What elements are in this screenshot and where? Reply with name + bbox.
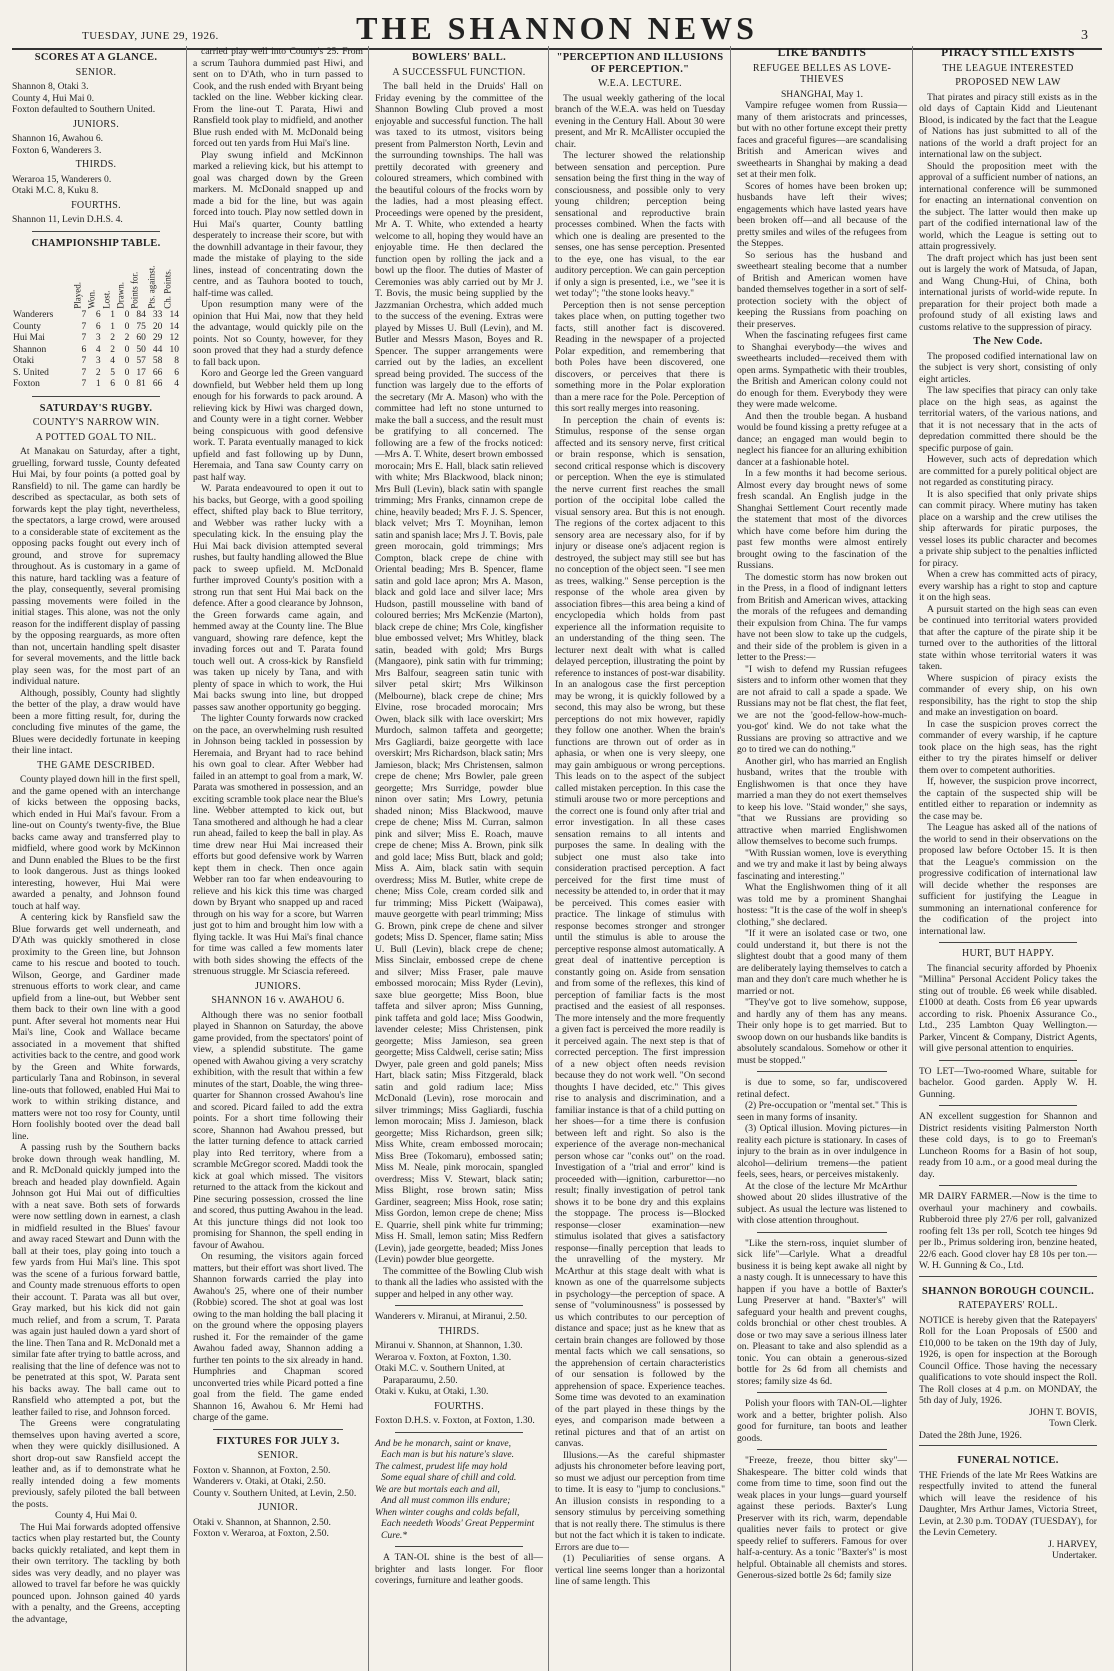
like-bandits-heading: LIKE BANDITS (777, 47, 867, 59)
table-cell: 7 (81, 310, 87, 320)
list-item: Foxton v. Shannon, at Foxton, 2.50. (193, 1464, 331, 1476)
list-item: Shannon 11, Levin D.H.S. 4. (12, 214, 123, 225)
issue-date: TUESDAY, JUNE 29, 1926. (82, 30, 219, 42)
dateline: SHANGHAI, May 1. (780, 88, 864, 100)
table-cell: 7 (81, 367, 87, 378)
table-cell: 4 (95, 344, 101, 355)
table-cell: 66 (152, 379, 163, 389)
article-paragraph: The proposed codified international law on the subject is very short, consisting of only eight articles. (919, 350, 1097, 385)
table-header-cell (12, 252, 73, 310)
article-paragraph: "With Russian women, love is everything and we try and make it last by being always fascinating and interesting." (737, 847, 907, 882)
perception-subheading: W.E.A. LECTURE. (598, 78, 682, 89)
table-cell: Otaki (13, 356, 35, 366)
column-3 (368, 46, 549, 1671)
funeral-notice (919, 1445, 1097, 1562)
verse-line: Each needeth Woods' Great Peppermint Cure.* (381, 1518, 535, 1541)
article-paragraph: The lecturer showed the relationship between sensation and perception. Pure sensation being the first thing in the way of consciousness, and possible only to very young children; perception being sensational and reproductive brain processes combined. When the facts with which one is dealing are presented to the senses, one has sense perception. Presented to the eye, one has visual, to the ear auditory perception. We can gain perception if only a sign is presented, i.e., we "see it is wet today"; "the stone looks heavy." (555, 150, 725, 299)
verse-line: We are but mortals each and all, (375, 1483, 500, 1495)
article-paragraph: At Manakau on Saturday, after a tight, gruelling, forward tussle, County defeated Hui Mai, by four points (a potted goal by Ransfield) to nil. The game can hardly be described as spectacular, as both sets of forwards kept the play tight, nevertheless, the spectators, a large crowd, were aroused to a considerable state of excitement as the opposing packs fought out every inch of ground, and strove for supremacy throughout. As is customary in a game of this nature, hard tackling was a feature of the play, consequently, several promising passing movements were foiled in the initial stages. This alone, was not the only reason for the indifferent display of passing by the opposing rearguards, as more often than not, uncertain handling spelt disaster for several movements, and the little back play seen was, for the most part of an individual nature. (12, 446, 180, 687)
divider (395, 1305, 523, 1306)
list-subheading: JUNIORS. (72, 118, 120, 130)
article-paragraph: In case the suspicion proves correct the commander of every warship, if he capture took place on the high seas, has the right either to try the pirates himself or deliver them over to competent authorities. (919, 718, 1097, 776)
piracy-subheading: THE LEAGUE INTERESTED (942, 62, 1074, 74)
list-item: Foxton defaulted to Southern United. (12, 104, 156, 115)
divider (939, 1060, 1077, 1061)
article-paragraph: The Greens were congratulating themselves upon having averted a score, when they were quickly disillusioned. A short drop-out saw Ransfield accept the leather and, as if to demonstrate what he really intended doing a few moments previously, safely piloted the ball between the posts. (12, 1418, 180, 1510)
table-cell: 0 (124, 367, 130, 378)
article-paragraph: When a crew has committed acts of piracy, every warship has a right to stop and capture it on the high seas. (919, 569, 1097, 603)
table-cell: Wanderers (13, 310, 54, 320)
list-item: Otaki v. Kuku, at Otaki, 1.30. (375, 1386, 489, 1397)
table-cell: 81 (136, 379, 146, 389)
list-item: Otaki v. Shannon, at Shannon, 2.50. (193, 1516, 331, 1528)
table-cell: 33 (152, 310, 163, 320)
table-cell: 1 (95, 379, 101, 389)
table-cell: 6 (95, 310, 101, 320)
article-paragraph: (1) Peculiarities of sense organs. A vertical line seems longer than a horizontal line of same length. This (555, 1553, 725, 1587)
divider (757, 1392, 887, 1393)
column-2 (186, 46, 369, 1671)
table-header (12, 252, 180, 310)
table-cell: 58 (152, 356, 163, 366)
table-cell: 8 (174, 356, 179, 366)
article-paragraph: Koro and George led the Green vanguard downfield, but Webber held them up long enough for his forwards to pack around. A relieving kick by Hiwi was charged down, and County were in a tight corner. Webber being conspicuous with good defensive work. T. Parata eventually managed to kick upfield and fast following up by Dunn, Heremaia, and Tana saw County carry on past half way. (193, 368, 363, 483)
fixtures-list-continued (375, 1311, 543, 1427)
council-signature: JOHN T. BOVIS, (1029, 1406, 1097, 1418)
hurt-but-happy-heading: HURT, BUT HAPPY. (962, 948, 1054, 959)
article-paragraph: (2) Pre-occupation or "mental set." This is seen in many forms of insanity. (737, 1100, 907, 1123)
new-code-heading: The New Code. (973, 336, 1043, 347)
list-item: Miranui v. Shannon, at Shannon, 1.30. (375, 1340, 523, 1351)
funeral-notice-text: THE Friends of the late Mr Rees Watkins are respectfully invited to attend the funeral which will leave the residence of his Daughter, Mrs Arthur James, Victoria Street, Levin, at 2.30 p.m. TODAY (TUESDAY), for the Levin Cemetery. (919, 1469, 1097, 1538)
article-paragraph: W. Parata endeavoured to open it out to his backs, but George, with a good spoiling effect, shifted play back to Blue territory, and Webber was rather lucky with a speculating kick. In the ensuing play the Hui Mai back division attempted several rushes, but faulty handling allowed the Blue pack to sweep upfield. M. McDonald further improved County's position with a strong run that sent Hui Mai back on the defence. After a good clearance by Johnson, the Green forwards came again, and hemmed away at the County line. The Blue vanguard, showing rare defence, kept the invading forces out and T. Parata found touch well out. A cross-kick by Ransfield was taken up nicely by Tana, and with plenty of space in which to work, the Hui Mai backs swung into line, but dropped passes saw another opportunity go begging. (193, 483, 363, 713)
article-paragraph: carried play well into County's 25. From a scrum Tauhora dummied past Hiwi, and sent on to D'Ath, who in turn passed to Cook, and the rush ended with Bryant being tackled on the line. Webber kicking clear. From the line-out T. Parata, Hiwi and Ransfield took play to midfield, and another Blue rush ended with M. McDonald being forced out ten yards from Hui Mai's line. (193, 46, 363, 149)
table-cell: 1 (110, 310, 115, 320)
table-cell: 20 (152, 321, 163, 332)
columns (12, 46, 1102, 1671)
table-cell: 0 (124, 379, 130, 389)
list-subheading: THIRDS. (75, 159, 117, 170)
article-paragraph: If, however, the suspicion prove incorrect, the captain of the suspected ship will be entitled either to reparation or indemnity as the case may be. (919, 776, 1097, 822)
divider (32, 396, 160, 397)
piracy-heading: PIRACY STILL EXISTS (941, 47, 1075, 59)
article-paragraph: The Hui Mai forwards adopted offensive tactics when play restarted but, the County backs quickly retaliated, and kept them in their own territory. The tackling by both sides was very deadly, and no player was allowed to travel far before he was quickly pounced upon. Johnson gained 40 yards with a penalty, and the Greens, accepting the advantage, (12, 1521, 180, 1625)
column-5 (730, 46, 913, 1671)
table-cell: 3 (95, 333, 101, 343)
divider (395, 1546, 523, 1547)
bowlers-ball-subheading: A SUCCESSFUL FUNCTION. (392, 66, 526, 78)
article-paragraph: is due to some, so far, undiscovered retinal defect. (737, 1077, 907, 1100)
table-cell: 2 (110, 344, 115, 355)
article-paragraph: At the close of the lecture Mr McArthur showed about 20 slides illustrative of the subject. As usual the lecture was listened to with close attention throughout. (737, 1180, 907, 1226)
article-paragraph: The draft project which has just been sent out is largely the work of Matsuda, of Japan, and Wang Chung-Hui, of China, both international jurists of world-wide repute. In preparation for their project both made a profound study of all existing laws and customs relative to the suppression of piracy. (919, 252, 1097, 333)
article-paragraph: On resuming, the visitors again forced matters, but their effort was short lived. The Shannon forwards carried the play into Awahou's 25, where one of their number (Robbie) scored. The shot at goal was lost owing to the man holding the ball placing it on the ground where the opposing players rushed it. For the remainder of the game Awahou faded away, Shannon adding a further ten points to the six already in hand. Humphries and Chapman scored unconverted tries while Picard potted a fine goal from the field. The game ended Shannon 16, Awahou 6. Mr Hemi had charge of the game. (193, 1251, 363, 1423)
column-1 (12, 46, 186, 1671)
article-paragraph: The committee of the Bowling Club wish to thank all the ladies who assisted with the supper and helped in any other way. (375, 1265, 543, 1300)
list-item: Shannon 16, Awahou 6. (12, 133, 104, 144)
table-cell: 75 (136, 321, 146, 332)
list-subheading: SENIOR. (257, 1450, 299, 1461)
verse-line: Each man is but his nature's slave. (381, 1449, 515, 1460)
table-cell: Hui Mai (13, 333, 45, 343)
column-label: Won. (86, 289, 97, 309)
table-cell: 1 (110, 321, 115, 332)
divider (757, 1449, 887, 1450)
council-subheading: RATEPAYERS' ROLL. (958, 1300, 1058, 1311)
article-paragraph: County played down hill in the first spell, and the game opened with an interchange of kicks between the opposing backs, which ended in Hui Mai's favour. From a line-out on County's twenty-five, the Blue backs came away and transferred play to midfield, where good work by McKinnon and Dunn enabled the Blues to be the first to look dangerous. Just as things looked interesting, however, Hui Mai were awarded a penalty, and Johnson found touch at half way. (12, 774, 180, 912)
table-cell: 50 (136, 344, 146, 355)
table-cell: 6 (81, 344, 87, 355)
table-cell: 0 (124, 321, 130, 332)
council-date: Dated the 28th June, 1926. (919, 1429, 1022, 1441)
council-heading: SHANNON BOROUGH COUNCIL. (921, 1285, 1094, 1297)
like-bandits-subheading: REFUGEE BELLES AS LOVE-THIEVES (752, 62, 892, 85)
table-cell: 6 (174, 367, 179, 378)
game-described-heading: THE GAME DESCRIBED. (37, 759, 155, 771)
table-cell: 5 (110, 367, 115, 378)
table-cell: 2 (110, 333, 115, 343)
list-item: Wanderers v. Otaki, at Otaki, 2.50. (193, 1476, 326, 1487)
verse-line: And all must common ills endure; (381, 1495, 511, 1506)
column-label: Points for. (129, 271, 140, 309)
table-row (12, 333, 180, 345)
column-4 (548, 46, 731, 1671)
divider (939, 1105, 1077, 1106)
rugby-heading: SATURDAY'S RUGBY. (39, 402, 153, 414)
table-cell: 0 (124, 310, 130, 320)
article-paragraph: In a few months it had become serious. Almost every day brought news of some fresh scandal. An English judge in the Shanghai Settlement Court recently made the statement that most of the divorces which have come before him during the past few months were almost entirely brought owing to the fascination of the Russians. (737, 468, 907, 571)
championship-table (12, 252, 180, 391)
fixtures-list (193, 1450, 363, 1540)
table-cell: 7 (81, 333, 87, 343)
article-paragraph: "I wish to defend my Russian refugees sisters and to inform other women that they are not afraid to call a spade a spade. We Russians may not be flat chest, the flat feet, we are not the 'good-fellow-how-much-you-got' kind. We do not take what the Russians are proving so attractive and we go to tired we can do nothing." (737, 663, 907, 755)
list-item: Foxton v. Weraroa, at Foxton, 2.50. (193, 1528, 329, 1539)
table-cell: 12 (169, 333, 179, 343)
to-let-advertisement: TO LET—Two-roomed Whare, suitable for bachelor. Good garden. Apply W. H. Gunning. (919, 1065, 1097, 1100)
article-paragraph: Upon resumption many were of the opinion that Hui Mai, now that they held the advantage, would quickly pile on the points. Not so County, however, for they soon proved that they had a sturdy defence to fall back upon. (193, 299, 363, 368)
article-paragraph: In perception the chain of events is: Stimulus, response of the sense organ affected and its sensory nerve, first critical or brain response, which is sensation, second critical response which is discovery or perception. When the eye is stimulated the nerve current first reaches the small portion of the occipital lobe called the visual sensory area. But this is not enough. The regions of the cortex adjacent to this sensory area are necessary also, for if by injury or disease one's adjacent region is destroyed, the subject may still see but has no conception of the object seen. "I see men as trees, walking." Sense perception is the response of the whole area given by association fibres—this area being a kind of encyclopedia which holds from past experience all the information requisite to an understanding of the thing seen. The lecturer next dealt with what is called delayed perception, illustrating the point by reference to instances of post-war disability. In an analogous case the first perception may be wrong, it is quickly followed by a second, this may also be wrong, but these perceptions do not mix however, rapidly they follow one another. When the brain's functions are thrown out of order as in aphasia, or when one is very sleepy, one may gain ambiguous or wrong perceptions. This leads on to the aspect of the subject called mistaken perception. In this case the stimuli arouse two or more perceptions and the correct one is found only after trial and error investigation. In all these cases sensation remains to all intents and purposes the same. In dealing with the subject one must also take into consideration practised perception. A fact perceived for the first time must of necessity be attended to, in order that it may be perceived. This comes easier with practice. The linkage of stimulus with response becomes stronger and stronger until the stimulus is able to arouse the perceptive response almost automatically. A great deal of inattentive perception is constantly going on. Aside from sensation and from some of the reflexes, this kind of perception of familiar facts is the most practised and the easiest of all responses. The more intensely and the more frequently a given fact is perceived the more readily is it perceived again. The next step is that of corrected perception. The first impression of a new object often needs revision because they do not work well. "On second thoughts I have decided, etc." This gives rise to analysis and discrimination, and a familiar instance is that of a child putting on her shoes—for a time there is confusion between left and right. So also is the experience of the average non-mechanical person whose car "conks out" on the road. Investigation of a "trial and error" kind is proceeded with—ignition, carburettor—no result; finally investigation of petrol tank shows it to be bone dry and this explains the stoppage. The process is—Blocked response—closer examination—new stimulus isolated that gives a satisfactory response—finally perception that leads to the unravelling of the mystery. Mr McArthur at this stage dealt with what is known as one of the quarrelsome subjects in psychology—the perception of space. A sense of "voluminousness" is possessed by us which contributes to our perception of distance and space; just as he knew that as certain brain changes are followed by those mental facts which we call sensations, so the apprehension of certain characteristics of our sensation is followed by the apprehension of space. Experience teaches. Some time was devoted to an examination of the part played in these things by the eyes, and comparison made between a retinal pictures and that of an artist on canvas. (555, 414, 725, 1449)
scores-heading: SCORES AT A GLANCE. (34, 52, 158, 63)
table-cell: 4 (174, 379, 179, 389)
article-paragraph: However, such acts of depredation which are committed for a purely political object are not regarded as constituting piracy. (919, 454, 1097, 488)
article-paragraph: The law specifies that piracy can only take place on the high seas, as against the territorial waters, of the various nations, and that it is not necessary that in the acts of depredation committed there should be the specific purpose of gain. (919, 385, 1097, 454)
table-header-cell (87, 252, 101, 310)
article-paragraph: Although, possibly, County had slightly the better of the play, a draw would have been a more fitting result, for, during the concluding five minutes of the game, the Blues were decidedly fortunate in keeping their line intact. (12, 687, 180, 756)
funeral-signature-title: Undertaker. (1051, 1550, 1097, 1561)
table-header-cell (73, 252, 87, 310)
divider (32, 231, 160, 232)
article-paragraph: (3) Optical illusion. Moving pictures—in reality each picture is stationary. In cases of injury to the brain as in over indulgence in alcohol—delirium tremens—the patient feels, sees, hears, or perceives mistakenly. (737, 1123, 907, 1180)
table-body (12, 310, 180, 391)
verse-line: When winter coughs and colds befall, (375, 1506, 520, 1518)
column-label: Ch. Points. (162, 268, 173, 309)
article-paragraph: Although there was no senior football played in Shannon on Saturday, the above game provided, from the spectators' point of view, a splendid substitute. The game opened with Awahou giving a very scratchy exhibition, with the result that within a few minutes of the start, Doable, the wing three-quarter for Shannon crossed Awahou's line and scored. Picard failed to add the extra points. For a short time following their score, Shannon had Awahou pressed, but the latter turning defence to attack carried play into Red territory, where from a scramble McGregor scored. Maddi took the kick at goal which missed. The visitors returned to the attack from the kickout and Pine securing possession, crossed the line and scored, thus putting Awahou in the lead. At this juncture things did not look too promising for Shannon, the spell ending in favour of Awahou. (193, 1009, 363, 1251)
article-paragraph: It is also specified that only private ships can commit piracy. Where mutiny has taken place on a warship and the crew utilises the ship afterwards for piratic purposes, the vessel loses its public character and becomes a private ship subject to the penalties inflicted for piracy. (919, 488, 1097, 569)
column-label: Played. (72, 281, 83, 309)
table-cell: 4 (110, 356, 115, 366)
list-item: Otaki M.C. 8, Kuku 8. (12, 185, 99, 196)
council-notice (919, 1276, 1097, 1442)
page-number: 3 (1081, 28, 1088, 43)
verse-line: The calmest, prudest life may hold (375, 1460, 508, 1472)
table-cell: 29 (152, 333, 163, 343)
table-cell: 14 (169, 310, 179, 320)
table-cell: S. United (13, 367, 49, 378)
tanol-advertisement: A TAN-OL shine is the best of all—brighter and lasts longer. For floor coverings, furniture and leather goods. (375, 1552, 543, 1586)
list-item: Shannon 8, Otaki 3. (12, 81, 89, 92)
championship-heading: CHAMPIONSHIP TABLE. (31, 237, 161, 249)
table-cell: 7 (81, 379, 87, 389)
table-cell: 6 (110, 379, 115, 389)
tanol-advertisement: Polish your floors with TAN-OL—lighter work and a better, brighter polish. Also good for furniture, tan boots and leather goods. (737, 1398, 907, 1444)
column-label: Pts. against. (146, 264, 157, 309)
article-paragraph: That pirates and piracy still exists as in the old days of Captain Kidd and Lieutenant Blood, is indicated by the fact that the League of Nations has just submitted to all of the nations of the world a draft project for an international law on the subject. (919, 91, 1097, 160)
table-header-cell (130, 252, 147, 310)
column-6 (912, 46, 1097, 1671)
list-item: Foxton D.H.S. v. Foxton, at Foxton, 1.30. (375, 1415, 535, 1426)
table-row (12, 368, 180, 380)
perception-heading: "PERCEPTION AND ILLUSIONS OF PERCEPTION." (556, 52, 724, 75)
table-header-cell (147, 252, 164, 310)
table-header-cell (116, 252, 130, 310)
verse-line: Some equal share of chill and cold. (381, 1472, 517, 1483)
table-cell: 7 (81, 321, 87, 332)
table-row (12, 322, 180, 334)
table-cell: 2 (95, 367, 101, 378)
list-item: Foxton 6, Wanderers 3. (12, 144, 102, 156)
table-cell: Foxton (13, 379, 40, 389)
article-paragraph: Illusions.—As the careful shipmaster adjusts his chronometer before leaving port, so must we adjust our perception from time to time. It is easy to "jump to conclusions." An illusion consists in responding to a sensory stimulus by perceiving something that is not really there. The stimulus is there but not the fact which it is taken to indicate. Errors are due to— (555, 1449, 725, 1553)
list-subheading: SENIOR. (75, 66, 117, 78)
freemans-advertisement: AN excellent suggestion for Shannon and District residents visiting Palmerston North these cold days, is to go to Freeman's Luncheon Rooms for a Basin of hot soup, ready from 10 a.m., or a good meal during the day. (919, 1111, 1097, 1180)
table-cell: 3 (95, 356, 101, 366)
article-paragraph: The League has asked all of the nations of the world to send in their observations on the proposed law before October 15. It is then that the League's commission on the progressive codification of international law will decide whether the responses are sufficient for justifying the League in summoning an international conference for the codification of the project into international law. (919, 822, 1097, 937)
rugby-subheading-2: A POTTED GOAL TO NIL. (35, 431, 157, 443)
table-header-cell (102, 252, 116, 310)
article-paragraph: The usual weekly gathering of the local branch of the W.E.A. was held on Tuesday evening in the Century Hall. About 30 were present, and Mr R. McAllister occupied the chair. (555, 92, 725, 150)
table-row (12, 379, 180, 391)
table-cell: 57 (136, 356, 146, 366)
verse-advertisement (375, 1438, 543, 1542)
article-paragraph: Scores of homes have been broken up; husbands have left their wives; engagements which have lasted years have been broken off—and all because of the pretty smiles and wiles of the refugees from the Steppes. (737, 180, 907, 249)
divider (939, 942, 1077, 943)
divider (757, 1232, 887, 1233)
column-label: Lost. (100, 289, 111, 309)
table-row (12, 310, 180, 322)
table-cell: 6 (95, 321, 101, 332)
table-header-cell (163, 252, 180, 310)
baxters-advertisement-2: "Freeze, freeze, thou bitter sky"—Shakespeare. The bitter cold winds that come from time to time, soon find out the weak places in your lungs—guard yourself against these periods. Baxter's Lung Preserver with its rich, warm, dependable qualities never fails to protect or give speedy relief to sufferers. Famous for over half-a-century. As a tonic "Baxter's" is most helpful. Obtainable all chemists and stores. Generous-sized bottle 2s 6d; family size (737, 1455, 907, 1581)
table-cell: 7 (81, 356, 87, 366)
list-item: Wanderers v. Miranui, at Miranui, 2.50. (375, 1311, 528, 1322)
column-label: Drawn. (115, 281, 126, 309)
bowlers-ball-heading: BOWLERS' BALL. (411, 52, 507, 63)
council-signature-title: Town Clerk. (1049, 1418, 1097, 1429)
table-cell: 2 (124, 333, 130, 343)
article-paragraph: The lighter County forwards now cracked on the pace, an overwhelming rush resulted in Johnson being tackled in possession by Heremaia, and Bryant had to race behind his own goal to clear. After Webber had failed in an attempt to goal from a mark, W. Parata was smothered in possession, and an exciting scramble took place near the Blue's line. Webber attempted to kick out, but Tana smothered and although he had a clear run ahead, failed to keep the ball in play. As time drew near Hui Mai increased their efforts but good defensive work by Warren kept them in check. Then once again Webber ran too far when endeavouring to relieve and his kick this time was charged down by Bryant who snapped up and raced through on his way for a score, but Warren just got to him and brought him low with a flying tackle. It was Hui Mai's final chance for time was called a few moments later with both sides showing the effects of the strenuous struggle. Mr Sciascia refereed. (193, 713, 363, 977)
table-cell: 0 (124, 344, 130, 355)
scores-list (12, 67, 180, 226)
council-notice-text: NOTICE is hereby given that the Ratepayers' Roll for the Loan Proposals of £500 and £10,000 to be taken on the 19th day of July, 1926, is open for inspection at the Borough Council Office. Those having the necessary qualifications to vote should inspect the Roll. The Roll closes at 4 p.m. on MONDAY, the 5th day of July, 1926. (919, 1314, 1097, 1406)
article-paragraph: Perception then is not sense perception takes place when, on putting together two facts, still another fact is discovered. Reading in the newspaper of a projected Polar expedition, and remembering that both Poles have been discovered, one discovers, or perceives that there is something more in the Polar exploration than a mere race for the Pole. Perception of this sort really merges into reasoning. (555, 299, 725, 414)
article-paragraph: The ball held in the Druids' Hall on Friday evening by the committee of the Shannon Bowling Club proved a most enjoyable and successful function. The hall was taxed to its utmost, visitors being present from Palmerston North, Levin and the surrounding townships. The hall was prettily decorated with greenery and coloured streamers, which combined with the beautiful colours of the frocks worn by the ladies, had a most pleasing effect. Proceedings were opened by the president, Mr A. T. White, who extended a hearty welcome to all, hoping they would have an enjoyable time. He then declared the function open by rolling the jack and a bowl up the floor. The duties of Master of Ceremonies was ably carried out by Mr J. T. Bovis, the music being supplied by the Jazzmanian Orchestra, which added much to the success of the evening. Extras were played by Misses U. Bull (Levin), and M. Butler and Messrs Mason, Boyes and R. Spencer. The supper arrangements were carried out by the ladies, an excellent spread being provided. The success of the function was largely due to the efforts of the secretary (Mr A. Mason) who with the committee had left no stone unturned to make the ball a success, and the result must be gratifying to all concerned. The following are a few of the frocks noticed:—Mrs A. T. White, desert brown embossed morocain; Mrs E. Hall, black satin relieved with white; Mrs Blackwood, black ninon; Mrs Bull (Levin), black satin with spangle trimming; Mrs Franks, cinnamon crepe de chine, heavily beaded; Mrs F. J. S. Spencer, black velvet; Mrs T. Moynihan, lemon satin and spanish lace; Mrs J. T. Bovis, pale green morocain, gold trimmings; Mrs Compton, black crepe de chine with Oriental beading; Mrs B. Spencer, flame satin and gold lace apron; Mrs A. Mason, black and gold lace and silver lace; Mrs Hudson, pastill mousseline with band of coloured berries; Mrs McKenzie (Marton), black crepe de chine; Mrs Cole, kingfisher blue embossed velvet; Mrs Whitley, black satin, beaded with gold; Mrs Burgs (Mangaore), pink satin with fur trimming; Mrs Balfour, seagreen satin tunic with silver petal skirt; Mrs Wilkinson (Melbourne), black crepe de chine; Mrs Elvine, rose brocaded morocain; Mrs Owen, black silk with lace overskirt; Mrs Murdoch, salmon taffeta and georgette; Mrs Gagliardi, baize georgette with lace overskirt; Mrs Richardson, black satin; Mrs Jamieson, black; Mrs Christensen, salmon crepe de chene; Mrs Bowler, pale green georgette; Mrs Surridge, powder blue ninon over satin; Mrs Lowry, petunia shaded ninon; Miss Blackwood, mauve crepe de chene; Miss M. Curran, salmon pink and silver; Miss E. Roach, mauve crepe de chene; Miss A. Brown, pink silk and gold lace; Miss Butt, black and gold; Miss A. Aim, black satin with sequin overdress; Miss M. Butler, white crepe de chene; Miss Cole, cream corded silk and fur trimming; Miss Pickett (Waipawa), mauve georgette with pearl trimming; Miss G. Brown, pink crepe de chene and silver godets; Miss D. Spencer, flame satin; Miss U. Bull (Levin), black crepe de chene; Miss Sinclair, embossed crepe de chene and silver; Miss Fraser, pale mauve embossed morocain; Miss Ryder (Levin), saxe blue georgette; Miss Boon, blue taffeta and silver apron; Miss Gunning, pink taffeta and gold lace; Miss Goodwin, lavender celeste; Miss Christensen, pink georgette; Miss Jamieson, sea green georgette; Miss Caldwell, cerise satin; Miss Dwyer, pale green and gold panels; Miss Hart, black satin; Miss Fitzgerald, black satin and gold radium lace; Miss McDonald (Levin), rose morocain and silver trimmings; Miss Gagliardi, fuschia lemon morocain; Miss J. Jamieson, black georgette; Miss Richardson, green silk; Miss White, cream embossed morocain; Miss Bree (Tokomaru), embossed satin; Miss M. Neale, pink morocain, spangled overdress; Miss V. Stewart, black satin; Miss Blight, rose brown satin; Miss Gardiner, seagreen; Miss Hook, rose satin; Miss Gordon, lemon crepe de chene; Miss E. Quarrie, shell pink white fur trimming; Miss H. Small, lemon satin; Miss Redfern (Levin), jade georgette, beaded; Miss Jones (Levin) powder blue georgette. (375, 81, 543, 1265)
article-paragraph: Play swung infield and McKinnon marked a relieving kick, but his attempt to goal was charged down by the Green markers. M. McDonald snapped up and made a bid for the line, but was again forced into touch. Play now settled down in Hui Mai's quarter, County battling desperately to increase their score, but with the downhill advantage in their favour, they made the mistake of playing to the side lines, instead of concentrating down the centre, and as Tauhora booted to touch, half-time was called. (193, 149, 363, 299)
table-row (12, 356, 180, 368)
divider (213, 1429, 343, 1430)
list-subheading: JUNIOR. (257, 1502, 299, 1513)
divider (757, 1071, 887, 1072)
list-item: Otaki M.C. v. Southern United, at Paraparaumu, 2.50. (375, 1363, 505, 1386)
fixtures-heading: FIXTURES FOR JULY 3. (216, 1435, 340, 1447)
divider (939, 1185, 1077, 1186)
article-paragraph: A pursuit started on the high seas can even be continued into territorial waters provided that after the capture of the pirate ship it be turned over to the authorities of the littoral state within whose territorial waters it was taken. (919, 603, 1097, 672)
table-cell: 17 (136, 367, 146, 378)
article-paragraph: What the Englishwomen thing of it all was told me by a prominent Shanghai hostess: "It is the case of the wolf in sheep's clothing," she declared. (737, 882, 907, 928)
table-cell: 66 (152, 367, 163, 378)
verse-line: And be he monarch, saint or knave, (375, 1437, 512, 1449)
table-cell: 44 (152, 344, 163, 355)
dairy-farmer-advertisement: MR DAIRY FARMER.—Now is the time to overhaul your machinery and cowbails. Rubberoid three ply 27/6 per roll, galvanized roofing felt 13s per roll, Scotch tee hinges 9d per lb., Primus soldering iron, benzine heated, 22/6 each. Good clover hay £8 10s per ton.—W. H. Gunning & Co., Ltd. (919, 1191, 1097, 1271)
baxters-advertisement: "Like the stern-ross, inquiet slumber of sick life"—Carlyle. What a dreadful business it is being kept awake all night by a nasty cough. It is unnecessary to have this happen if you have a bottle of Baxter's Lung Preserver at hand. "Baxter's" will safeguard your health and prevent coughs, colds bronchial or other chest troubles. A dose or two may save a serious illness later on. Pleasant to take and also splendid as a tonic. You can obtain a generous-sized bottle for 2s 6d from all chemists and stores; family size 4s 6d. (737, 1237, 907, 1387)
article-paragraph: "They've got to live somehow, suppose, and hardly any of them has any means. Their only hope is to get married. But to swoop down on our husbands like bandits is absolutely scandalous. Somehow or other it must be stopped." (737, 997, 907, 1066)
table-cell: 10 (169, 344, 179, 355)
article-paragraph: Another girl, who has married an English husband, writes that the trouble with Englishwomen is that once they have married a man they do not exert themselves to keep his love. "Staid wonder," she says, "that we Russians are providing so attractive when married Englishwomen allow themselves to become such frumps. (737, 755, 907, 847)
table-cell: County (13, 321, 41, 332)
list-subheading: THIRDS. (438, 1325, 480, 1337)
article-paragraph: So serious has the husband and sweetheart stealing become that a number of British and American women have banded themselves together in a sort of self-protection society with the object of keeping the Russians from poaching on their preserves. (737, 249, 907, 330)
list-subheading: FOURTHS. (71, 199, 121, 211)
piracy-subheading-2: PROPOSED NEW LAW (955, 77, 1061, 88)
table-cell: Shannon (13, 344, 47, 355)
table-cell: 84 (136, 310, 146, 320)
table-cell: 14 (169, 321, 179, 332)
article-paragraph: "If it were an isolated case or two, one could understand it, but there is not the slightest doubt that a good many of them are deliberately laying themselves to catch a man and they don't care much whether he is married or not. (737, 928, 907, 997)
rugby-subheading: COUNTY'S NARROW WIN. (32, 417, 160, 428)
funeral-heading: FUNERAL NOTICE. (957, 1455, 1059, 1466)
article-paragraph: Where suspicion of piracy exists the commander of every ship, on his own responsibility, has the right to stop the ship and make an investigation on board. (919, 672, 1097, 718)
newspaper-title: THE SHANNON NEWS (356, 10, 758, 46)
list-item: County v. Southern United, at Levin, 2.50. (193, 1487, 357, 1499)
table-row (12, 345, 180, 357)
list-item: Weraroa v. Foxton, at Foxton, 1.30. (375, 1351, 512, 1363)
funeral-signature: J. HARVEY, (1048, 1538, 1097, 1550)
article-paragraph: When the fascinating refugees first came to Shanghai everybody—the wives and sweethearts included—received them with open arms. Sympathetic with their troubles, the British and American colony could not do enough for them. Everybody they were they were made welcome. (737, 330, 907, 410)
phoenix-advertisement: The financial security afforded by Phoenix "Millina" Personal Accident Policy takes the sting out of trouble. £6 week while disabled. £1000 at death. Costs from £6 year upwards according to risk. Phoenix Assurance Co., Ltd., 235 Lambton Quay Wellington.—Parker, Vincent & Company, District Agents, will give personal attention to enquiries. (919, 962, 1097, 1054)
masthead (12, 8, 1102, 50)
article-paragraph: A passing rush by the Southern backs broke down through weak handling, M. and R. McDonald quickly jumped into the breach and headed play downfield. Again Johnson got Hui Mai out of difficulties with a neat save. Both sets of forwards were now settling down in earnest, a clash in midfield resulted in the Blues' favour and away raced Stewart and Dunn with the ball at their toes, play going into touch a few yards from Hui Mai's line. This spot was the scene of a furious forward battle, and County made strenuous efforts to open their account. T. Parata was all but over, Gray marked, but his kick did not gain much relief, and from a scrum, T. Parata was again just hauled down a yard short of the line. Then Tana and R. McDonald met a similar fate after trying to battle across, and realising that the line of defence was not to be penetrated at this spot, W. Parata sent his backs away. The ball came out to Ransfield who attempted a pot, but the leather failed to rise, and Johnson forced. (12, 1142, 180, 1418)
article-paragraph: Vampire refugee women from Russia—many of them aristocrats and princesses, but with no other fortune except their pretty faces and graceful figures—are scandalising British and American wives and sweethearts in Shanghai by making a dead set at their men folk. (737, 100, 907, 180)
list-item: County 4, Hui Mai 0. (12, 92, 95, 104)
article-paragraph: Should the proposition meet with the approval of a sufficient number of nations, an international conference will be summoned for enacting an international convention on the subject. The latter would then make up part of the codified international law of the world, which the League is setting out to attain progressively. (919, 160, 1097, 252)
article-paragraph: The domestic storm has now broken out in the Press, in a flood of indignant letters from British and American wives, attacking the morals of the refugees and demanding their expulsion from China. The fur vamps have not been slow to take up the cudgels, and their side of the problem is given in a letter to the Press:— (737, 571, 907, 663)
juniors-subheading: SHANNON 16 v. AWAHOU 6. (211, 995, 345, 1006)
list-subheading: FOURTHS. (434, 1400, 484, 1412)
article-paragraph: And then the trouble began. A husband would be found kissing a pretty refugee at a dance; an engaged man would begin to neglect his fiancee for an alluring exhibition dancer at a fashionable hotel. (737, 410, 907, 468)
table-cell: 0 (124, 356, 130, 366)
divider (395, 1432, 523, 1433)
table-cell: 60 (136, 333, 146, 343)
juniors-heading: JUNIORS. (254, 980, 302, 992)
article-paragraph: A centering kick by Ransfield saw the Blue forwards get well underneath, and D'Ath was quickly smothered in close proximity to the Green line, but Johnson came to his rescue and booted to touch. Wilson, George, and Gardiner made strenuous efforts to work clear, and came upfield from a line-out, but Webber sent them back to their own line with a good punt. After several hot moments near Hui Mai's line, Cook and Wallace became associated in a movement that shifted activities back to the centre, and good work by the Green and White forwards, particularly Tana and Robinson, in several line-outs that followed, enabled Hui Mai to work to within striking distance, and matters were not too rosy for County, until Horn foolishly booted over the dead ball line. (12, 912, 180, 1142)
score-line: County 4, Hui Mai 0. (54, 1510, 138, 1521)
list-item: Weraroa 15, Wanderers 0. (12, 173, 112, 185)
